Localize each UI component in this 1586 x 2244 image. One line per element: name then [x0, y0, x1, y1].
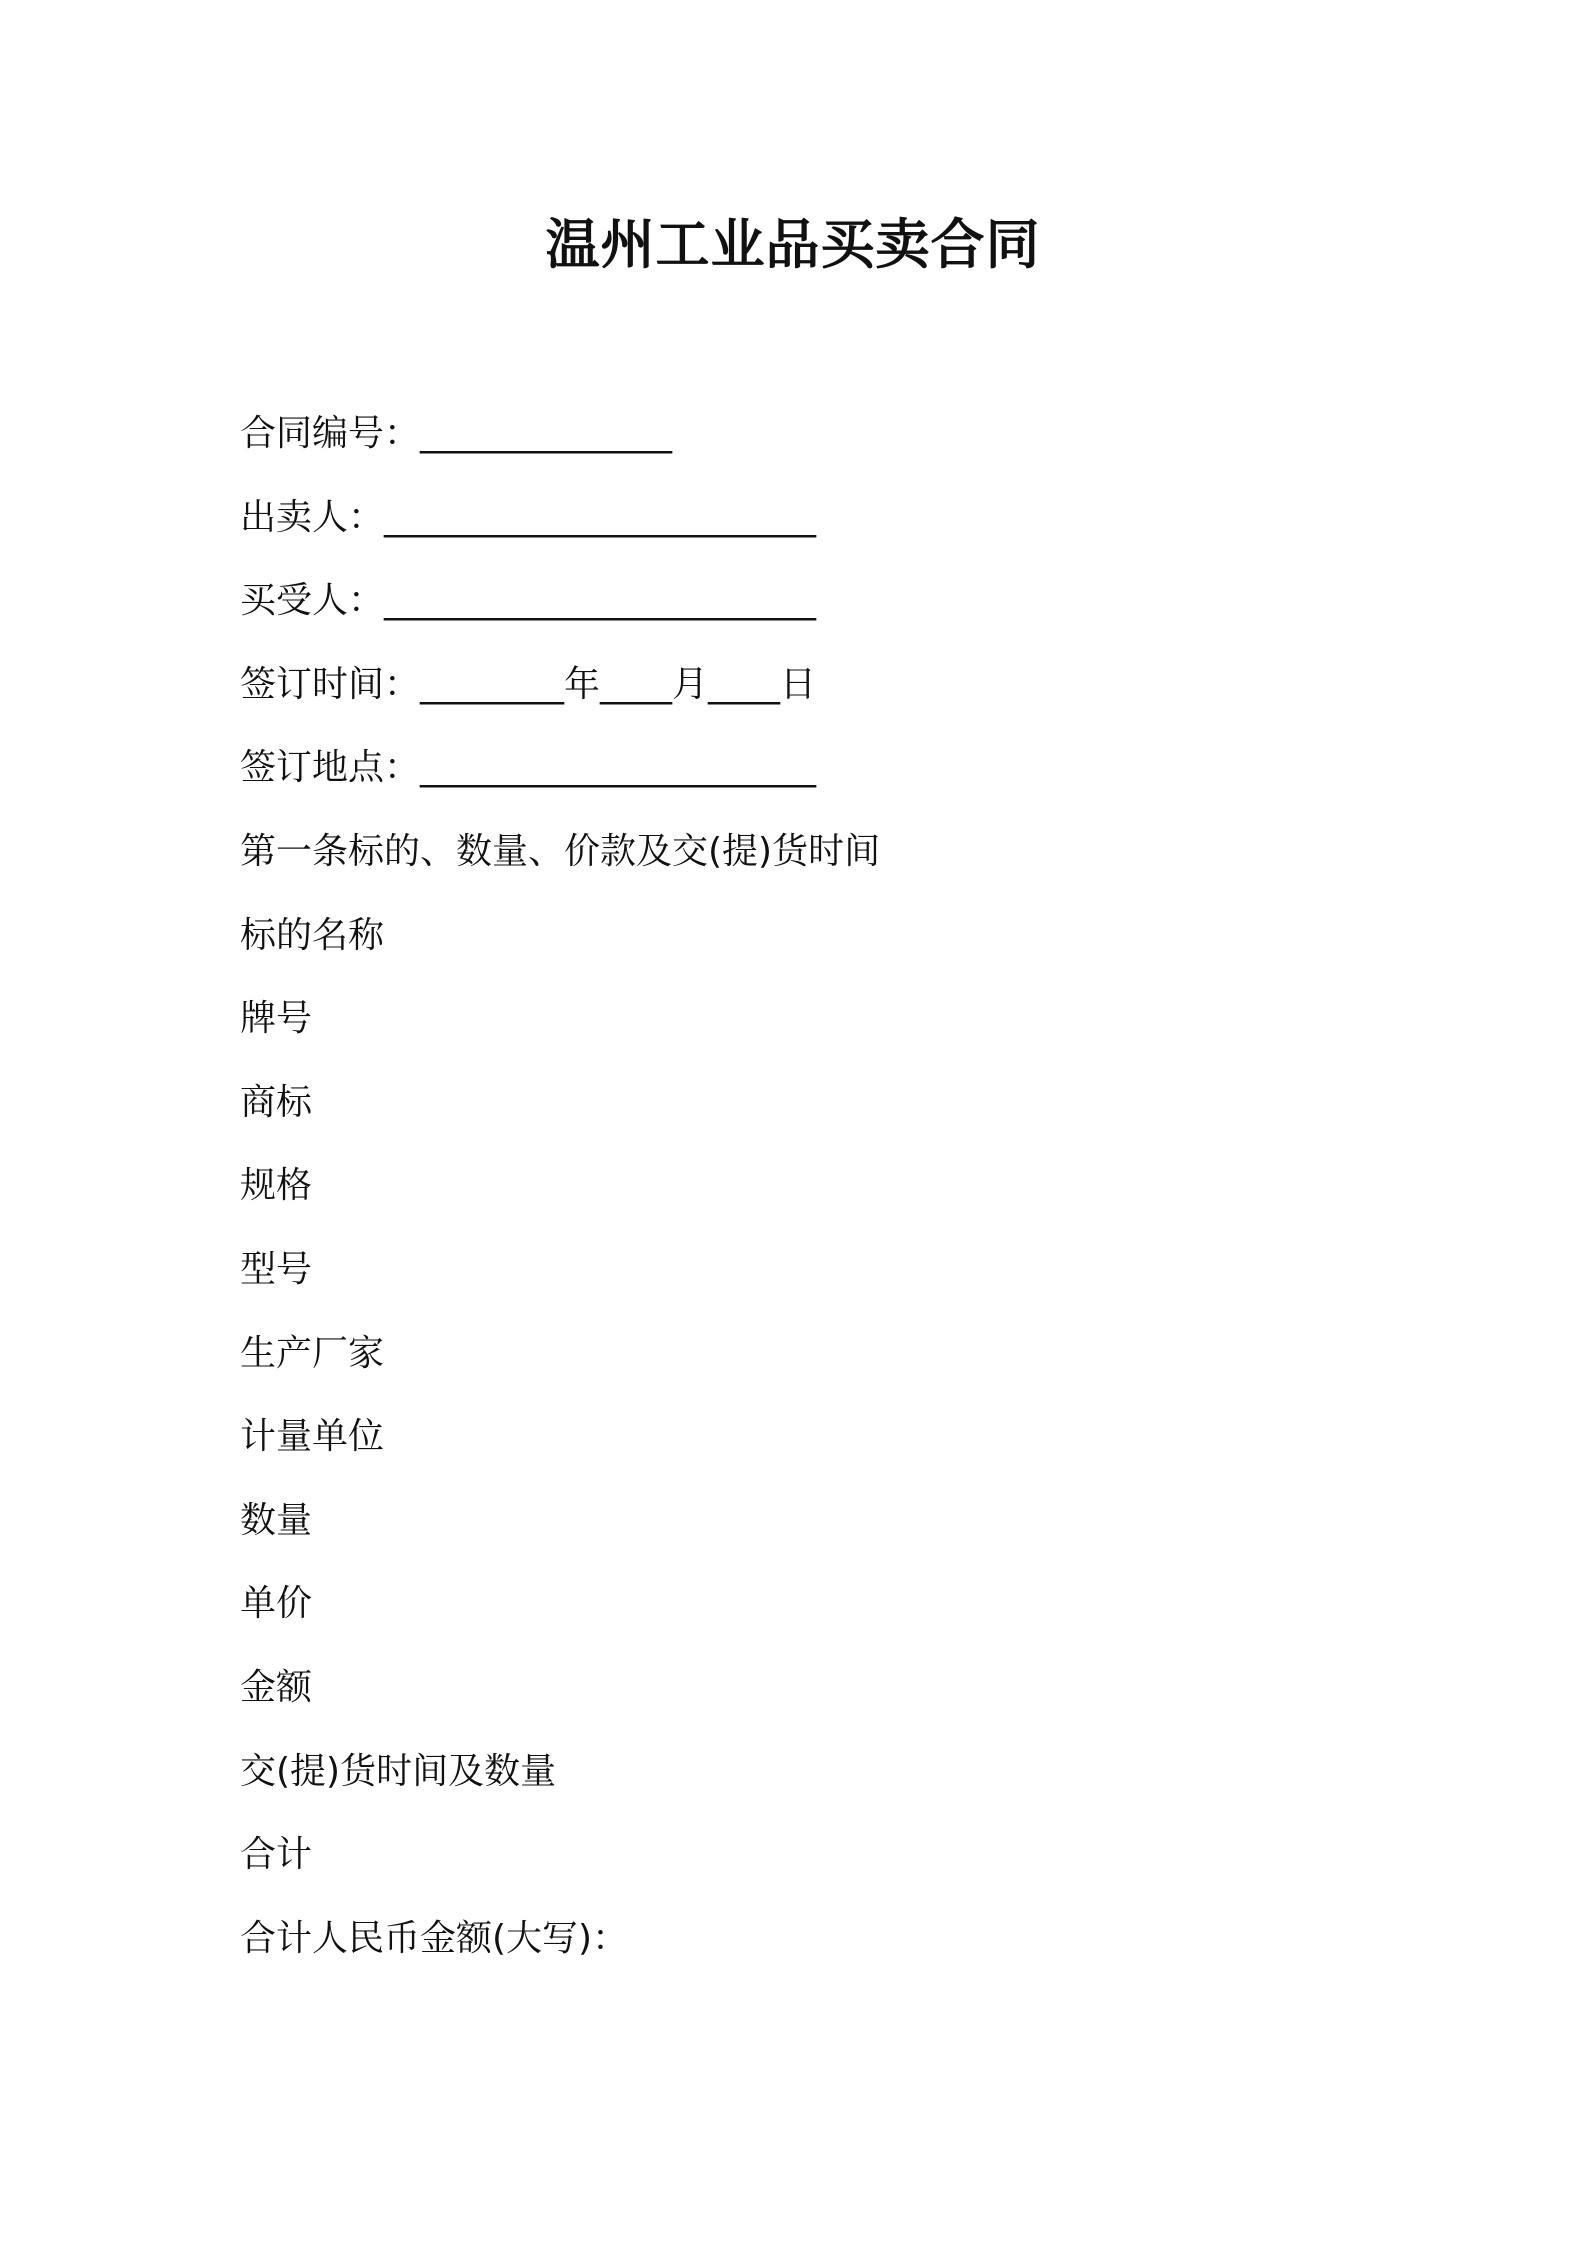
total-label: 合计	[240, 1834, 313, 1876]
trademark-label: 商标	[240, 1081, 313, 1123]
total-rmb-amount-label: 合计人民币金额(大写)：	[240, 1917, 629, 1959]
brand-number-label: 牌号	[240, 998, 313, 1040]
buyer-line: 买受人：________________________	[240, 580, 817, 622]
signing-place-line: 签订地点：______________________	[240, 747, 817, 789]
manufacturer-label: 生产厂家	[240, 1332, 385, 1374]
article-one-heading: 第一条标的、数量、价款及交(提)货时间	[240, 830, 881, 872]
unit-price-label: 单价	[240, 1583, 313, 1625]
document-title: 温州工业品买卖合同	[545, 213, 1041, 276]
unit-of-measure-label: 计量单位	[240, 1416, 385, 1458]
contract-body	[240, 400, 1400, 1988]
amount-label: 金额	[240, 1666, 313, 1708]
signing-date-line: 签订时间：________年____月____日	[240, 663, 817, 705]
contract-number-line: 合同编号：______________	[240, 413, 673, 454]
item-name-label: 标的名称	[240, 914, 385, 956]
delivery-time-quantity-label: 交(提)货时间及数量	[240, 1750, 557, 1792]
model-label: 型号	[240, 1248, 313, 1290]
specification-label: 规格	[240, 1165, 313, 1207]
seller-line: 出卖人：________________________	[240, 496, 817, 538]
quantity-label: 数量	[240, 1499, 313, 1541]
